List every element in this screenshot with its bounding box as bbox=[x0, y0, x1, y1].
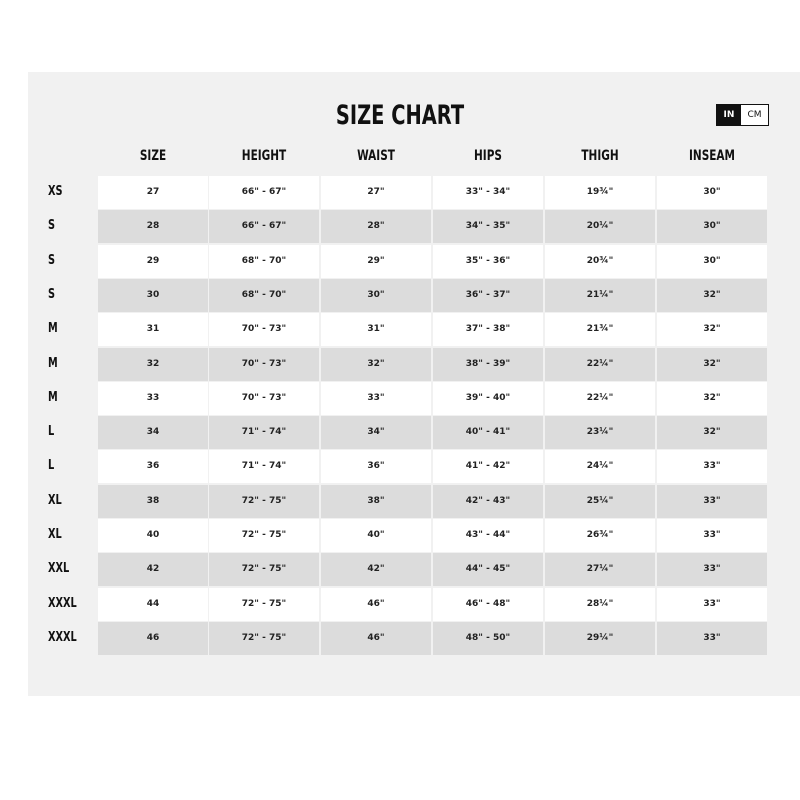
cell-inseam: 33" bbox=[657, 622, 767, 655]
cell-hips: 39" - 40" bbox=[433, 382, 543, 415]
page-title: SIZE CHART bbox=[335, 100, 465, 131]
table-row bbox=[0, 553, 800, 586]
cell-hips: 33" - 34" bbox=[433, 176, 543, 209]
cell-waist: 36" bbox=[321, 450, 431, 483]
cell-height: 66" - 67" bbox=[209, 176, 319, 209]
cell-thigh: 21¾" bbox=[545, 313, 655, 346]
cell-size: 36 bbox=[98, 450, 208, 483]
row-size-label: XL bbox=[48, 527, 62, 542]
cell-thigh: 25¼" bbox=[545, 485, 655, 518]
column-header-waist: WAIST bbox=[357, 148, 395, 164]
cell-thigh: 27¼" bbox=[545, 553, 655, 586]
table-row bbox=[0, 416, 800, 449]
cell-thigh: 19¾" bbox=[545, 176, 655, 209]
cell-inseam: 32" bbox=[657, 382, 767, 415]
cell-thigh: 22¼" bbox=[545, 382, 655, 415]
cell-size: 42 bbox=[98, 553, 208, 586]
cell-waist: 29" bbox=[321, 245, 431, 278]
cell-height: 66" - 67" bbox=[209, 210, 319, 243]
row-size-label: XXXL bbox=[48, 595, 77, 611]
cell-inseam: 33" bbox=[657, 485, 767, 518]
cell-height: 70" - 73" bbox=[209, 313, 319, 346]
row-size-label: M bbox=[48, 355, 58, 371]
table-row bbox=[0, 210, 800, 243]
table-row bbox=[0, 176, 800, 209]
cell-height: 72" - 75" bbox=[209, 588, 319, 621]
row-size-label: S bbox=[48, 218, 56, 234]
table-row bbox=[0, 622, 800, 655]
cell-height: 71" - 74" bbox=[209, 416, 319, 449]
cell-waist: 40" bbox=[321, 519, 431, 552]
cell-thigh: 23¼" bbox=[545, 416, 655, 449]
cell-size: 38 bbox=[98, 485, 208, 518]
cell-inseam: 30" bbox=[657, 245, 767, 278]
column-header-size: SIZE bbox=[139, 148, 167, 164]
cell-size: 27 bbox=[98, 176, 208, 209]
cell-height: 68" - 70" bbox=[209, 245, 319, 278]
cell-hips: 38" - 39" bbox=[433, 348, 543, 381]
row-size-label: M bbox=[48, 321, 58, 337]
cell-waist: 28" bbox=[321, 210, 431, 243]
cell-hips: 35" - 36" bbox=[433, 245, 543, 278]
cell-size: 44 bbox=[98, 588, 208, 621]
cell-hips: 37" - 38" bbox=[433, 313, 543, 346]
row-size-label: XXL bbox=[48, 561, 70, 577]
cell-thigh: 20¼" bbox=[545, 210, 655, 243]
cell-hips: 40" - 41" bbox=[433, 416, 543, 449]
table-row bbox=[0, 485, 800, 518]
cell-size: 46 bbox=[98, 622, 208, 655]
cell-hips: 41" - 42" bbox=[433, 450, 543, 483]
cell-waist: 46" bbox=[321, 622, 431, 655]
cell-height: 68" - 70" bbox=[209, 279, 319, 312]
cell-inseam: 32" bbox=[657, 313, 767, 346]
cell-size: 29 bbox=[98, 245, 208, 278]
cell-inseam: 32" bbox=[657, 279, 767, 312]
table-row bbox=[0, 245, 800, 278]
row-size-label: L bbox=[48, 424, 55, 440]
cell-thigh: 24¼" bbox=[545, 450, 655, 483]
cell-waist: 38" bbox=[321, 485, 431, 518]
row-size-label: XS bbox=[48, 184, 63, 199]
table-row bbox=[0, 348, 800, 381]
row-size-label: L bbox=[48, 458, 55, 474]
table-row bbox=[0, 279, 800, 312]
table-row bbox=[0, 313, 800, 346]
cell-waist: 31" bbox=[321, 313, 431, 346]
cell-height: 72" - 75" bbox=[209, 553, 319, 586]
row-size-label: S bbox=[48, 286, 56, 302]
cell-thigh: 21¼" bbox=[545, 279, 655, 312]
cell-waist: 27" bbox=[321, 176, 431, 209]
cell-thigh: 29¼" bbox=[545, 622, 655, 655]
column-header-hips: HIPS bbox=[474, 148, 502, 164]
cell-thigh: 26¾" bbox=[545, 519, 655, 552]
cell-waist: 42" bbox=[321, 553, 431, 586]
cell-inseam: 32" bbox=[657, 416, 767, 449]
cell-height: 70" - 73" bbox=[209, 382, 319, 415]
column-header-inseam: INSEAM bbox=[688, 148, 736, 164]
cell-waist: 34" bbox=[321, 416, 431, 449]
cell-size: 31 bbox=[98, 313, 208, 346]
cell-waist: 46" bbox=[321, 588, 431, 621]
table-row bbox=[0, 588, 800, 621]
row-size-label: M bbox=[48, 389, 58, 405]
cell-waist: 33" bbox=[321, 382, 431, 415]
cell-inseam: 30" bbox=[657, 176, 767, 209]
cell-inseam: 32" bbox=[657, 348, 767, 381]
cell-hips: 34" - 35" bbox=[433, 210, 543, 243]
row-size-label: XL bbox=[48, 492, 62, 508]
column-header-thigh: THIGH bbox=[581, 148, 619, 164]
column-header-height: HEIGHT bbox=[241, 148, 287, 164]
cell-height: 70" - 73" bbox=[209, 348, 319, 381]
table-row bbox=[0, 519, 800, 552]
cell-inseam: 33" bbox=[657, 450, 767, 483]
cell-size: 40 bbox=[98, 519, 208, 552]
cell-size: 33 bbox=[98, 382, 208, 415]
cell-inseam: 30" bbox=[657, 210, 767, 243]
row-size-label: XXXL bbox=[48, 629, 77, 645]
cell-thigh: 28¼" bbox=[545, 588, 655, 621]
table-row bbox=[0, 450, 800, 483]
unit-cm-button[interactable]: CM bbox=[741, 105, 768, 125]
cell-hips: 44" - 45" bbox=[433, 553, 543, 586]
cell-height: 72" - 75" bbox=[209, 622, 319, 655]
cell-hips: 42" - 43" bbox=[433, 485, 543, 518]
unit-in-button[interactable]: IN bbox=[717, 105, 741, 125]
cell-inseam: 33" bbox=[657, 588, 767, 621]
cell-waist: 32" bbox=[321, 348, 431, 381]
cell-size: 32 bbox=[98, 348, 208, 381]
cell-hips: 36" - 37" bbox=[433, 279, 543, 312]
cell-hips: 46" - 48" bbox=[433, 588, 543, 621]
cell-size: 30 bbox=[98, 279, 208, 312]
cell-height: 72" - 75" bbox=[209, 519, 319, 552]
unit-toggle[interactable] bbox=[716, 104, 769, 126]
cell-waist: 30" bbox=[321, 279, 431, 312]
cell-height: 71" - 74" bbox=[209, 450, 319, 483]
row-size-label: S bbox=[48, 252, 56, 268]
table-header bbox=[0, 148, 800, 168]
cell-height: 72" - 75" bbox=[209, 485, 319, 518]
cell-inseam: 33" bbox=[657, 519, 767, 552]
cell-thigh: 20¾" bbox=[545, 245, 655, 278]
cell-size: 34 bbox=[98, 416, 208, 449]
cell-hips: 43" - 44" bbox=[433, 519, 543, 552]
table-row bbox=[0, 382, 800, 415]
cell-hips: 48" - 50" bbox=[433, 622, 543, 655]
cell-thigh: 22¼" bbox=[545, 348, 655, 381]
cell-size: 28 bbox=[98, 210, 208, 243]
cell-inseam: 33" bbox=[657, 553, 767, 586]
